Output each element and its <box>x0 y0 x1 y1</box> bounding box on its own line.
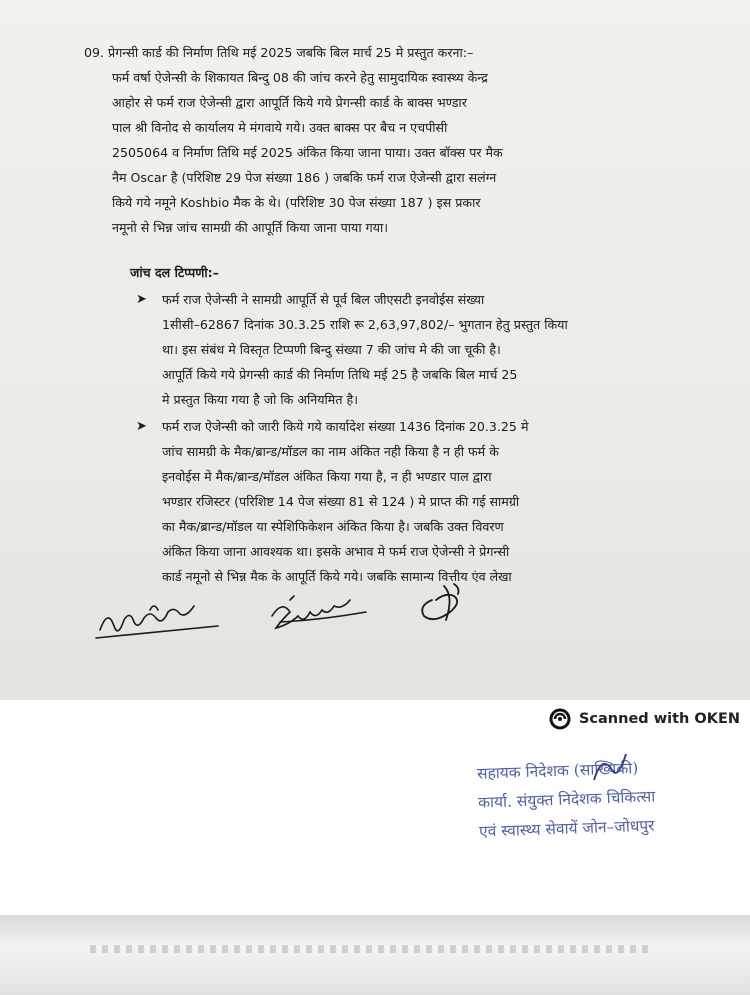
second-signature <box>272 596 366 628</box>
bullet-line: आपूर्ति किये गये प्रेगन्सी कार्ड की निर्माण तिथि मई 25 है जबकि बिल मार्च 25 <box>162 367 518 382</box>
paragraph-line: 2505064 व निर्माण तिथि मई 2025 अंकित किया जाना पाया। उक्त बॉक्स पर मैक <box>112 145 503 160</box>
bullet-line: भण्डार रजिस्टर (परिशिष्ट 14 पेज संख्या 81 से 124 ) मे प्राप्त की गई सामग्री <box>162 494 520 509</box>
bullet-line: था। इस संबंध मे विस्तृत टिप्पणी बिन्दु संख्या 7 की जांच मे की जा चूकी है। <box>162 342 501 357</box>
first-signature <box>96 606 218 638</box>
bullet-line: का मैक/ब्रान्ड/मॉडल या स्पेशिफिकेशन अंकित किया है। जबकि उक्त विवरण <box>162 519 504 534</box>
bullet-line: फर्म राज ऐजेन्सी को जारी किये गये कार्यादेश संख्या 1436 दिनांक 20.3.25 मे <box>162 419 529 434</box>
scanned-watermark <box>549 708 740 730</box>
scan-lower-area <box>0 700 750 915</box>
paragraph-line: नमूनो से भिन्न जांच सामग्री की आपूर्ति किया जाना पाया गया। <box>112 220 389 235</box>
bullet-text <box>162 287 664 412</box>
paragraph-line: फर्म वर्षा ऐजेन्सी के शिकायत बिन्दु 08 की जांच करने हेतु सामुदायिक स्वास्थ्य केन्द्र <box>112 70 488 85</box>
paragraph-line: पाल श्री विनोद से कार्यालय मे मंगवाये गये। उक्त बाक्स पर बैच न एचपीसी <box>112 120 448 135</box>
stamp-line: कार्या. संयुक्त निदेशक चिकित्सा <box>477 787 656 812</box>
arrow-bullet-icon: ➤ <box>136 292 147 307</box>
document-body <box>84 40 664 589</box>
comment-bullet-2 <box>84 414 664 589</box>
paragraph-line: आहोर से फर्म राज ऐजेन्सी द्वारा आपूर्ति किये गये प्रेगन्सी कार्ड के बाक्स भण्डार <box>112 95 467 110</box>
bullet-line: इनवोईस मे मैक/ब्रान्ड/मॉडल अंकित किया गया है, न ही भण्डार पाल द्वारा <box>162 469 492 484</box>
bullet-text <box>162 414 664 589</box>
bullet-line: जांच सामग्री के मैक/ब्रान्ड/मॉडल का नाम अंकित नही किया है न ही फर्म के <box>162 444 499 459</box>
stamp-line: सहायक निदेशक (साख्यिकी) <box>476 759 639 783</box>
paragraph-line: किये गये नमूने Koshbio मैक के थे। (परिशिष्ट 30 पेज संख्या 187 ) इस प्रकार <box>112 195 481 210</box>
signatures-svg <box>0 570 750 660</box>
paragraph-line: नैम Oscar है (परिशिष्ट 29 पेज संख्या 186 ) जबकि फर्म राज ऐजेन्सी द्वारा सलंग्न <box>112 170 497 185</box>
oken-logo-icon <box>549 708 571 730</box>
bullet-line: अंकित किया जाना आवश्यक था। इसके अभाव मे फर्म राज ऐजेन्सी ने प्रेगन्सी <box>162 544 510 559</box>
bullet-line: मे प्रस्तुत किया गया है जो कि अनियमित है। <box>162 392 358 407</box>
comment-bullet-1 <box>84 287 664 412</box>
arrow-bullet-icon: ➤ <box>136 419 147 434</box>
point-09-paragraph <box>84 40 664 240</box>
bullet-line: फर्म राज ऐजेन्सी ने सामग्री आपूर्ति से पूर्व बिल जीएसटी इनवोईस संख्या <box>162 292 485 307</box>
bullet-line: कार्ड नमूनो से भिन्न मैक के आपूर्ति किये गये। जबकि सामान्य वित्तीय एंव लेखा <box>162 569 512 584</box>
paragraph-line: 09. प्रेगन्सी कार्ड की निर्माण तिथि मई 2025 जबकि बिल मार्च 25 मे प्रस्तुत करना:– <box>84 45 474 60</box>
signature-row <box>0 570 750 660</box>
stamp-line: एवं स्वास्थ्य सेवायें जोन–जोधपुर <box>478 816 655 841</box>
stamp-signature-scribble <box>590 750 630 786</box>
initials-signature <box>422 584 458 620</box>
scanned-text: Scanned with OKEN <box>578 711 740 727</box>
bullet-line: 1सीसी–62867 दिनांक 30.3.25 राशि रू 2,63,97,802/– भुगतान हेतु प्रस्तुत किया <box>162 317 568 332</box>
comment-heading: जांच दल टिप्पणी:– <box>130 265 219 280</box>
bleed-through-text <box>90 945 650 953</box>
scan-bottom-edge <box>0 915 750 995</box>
